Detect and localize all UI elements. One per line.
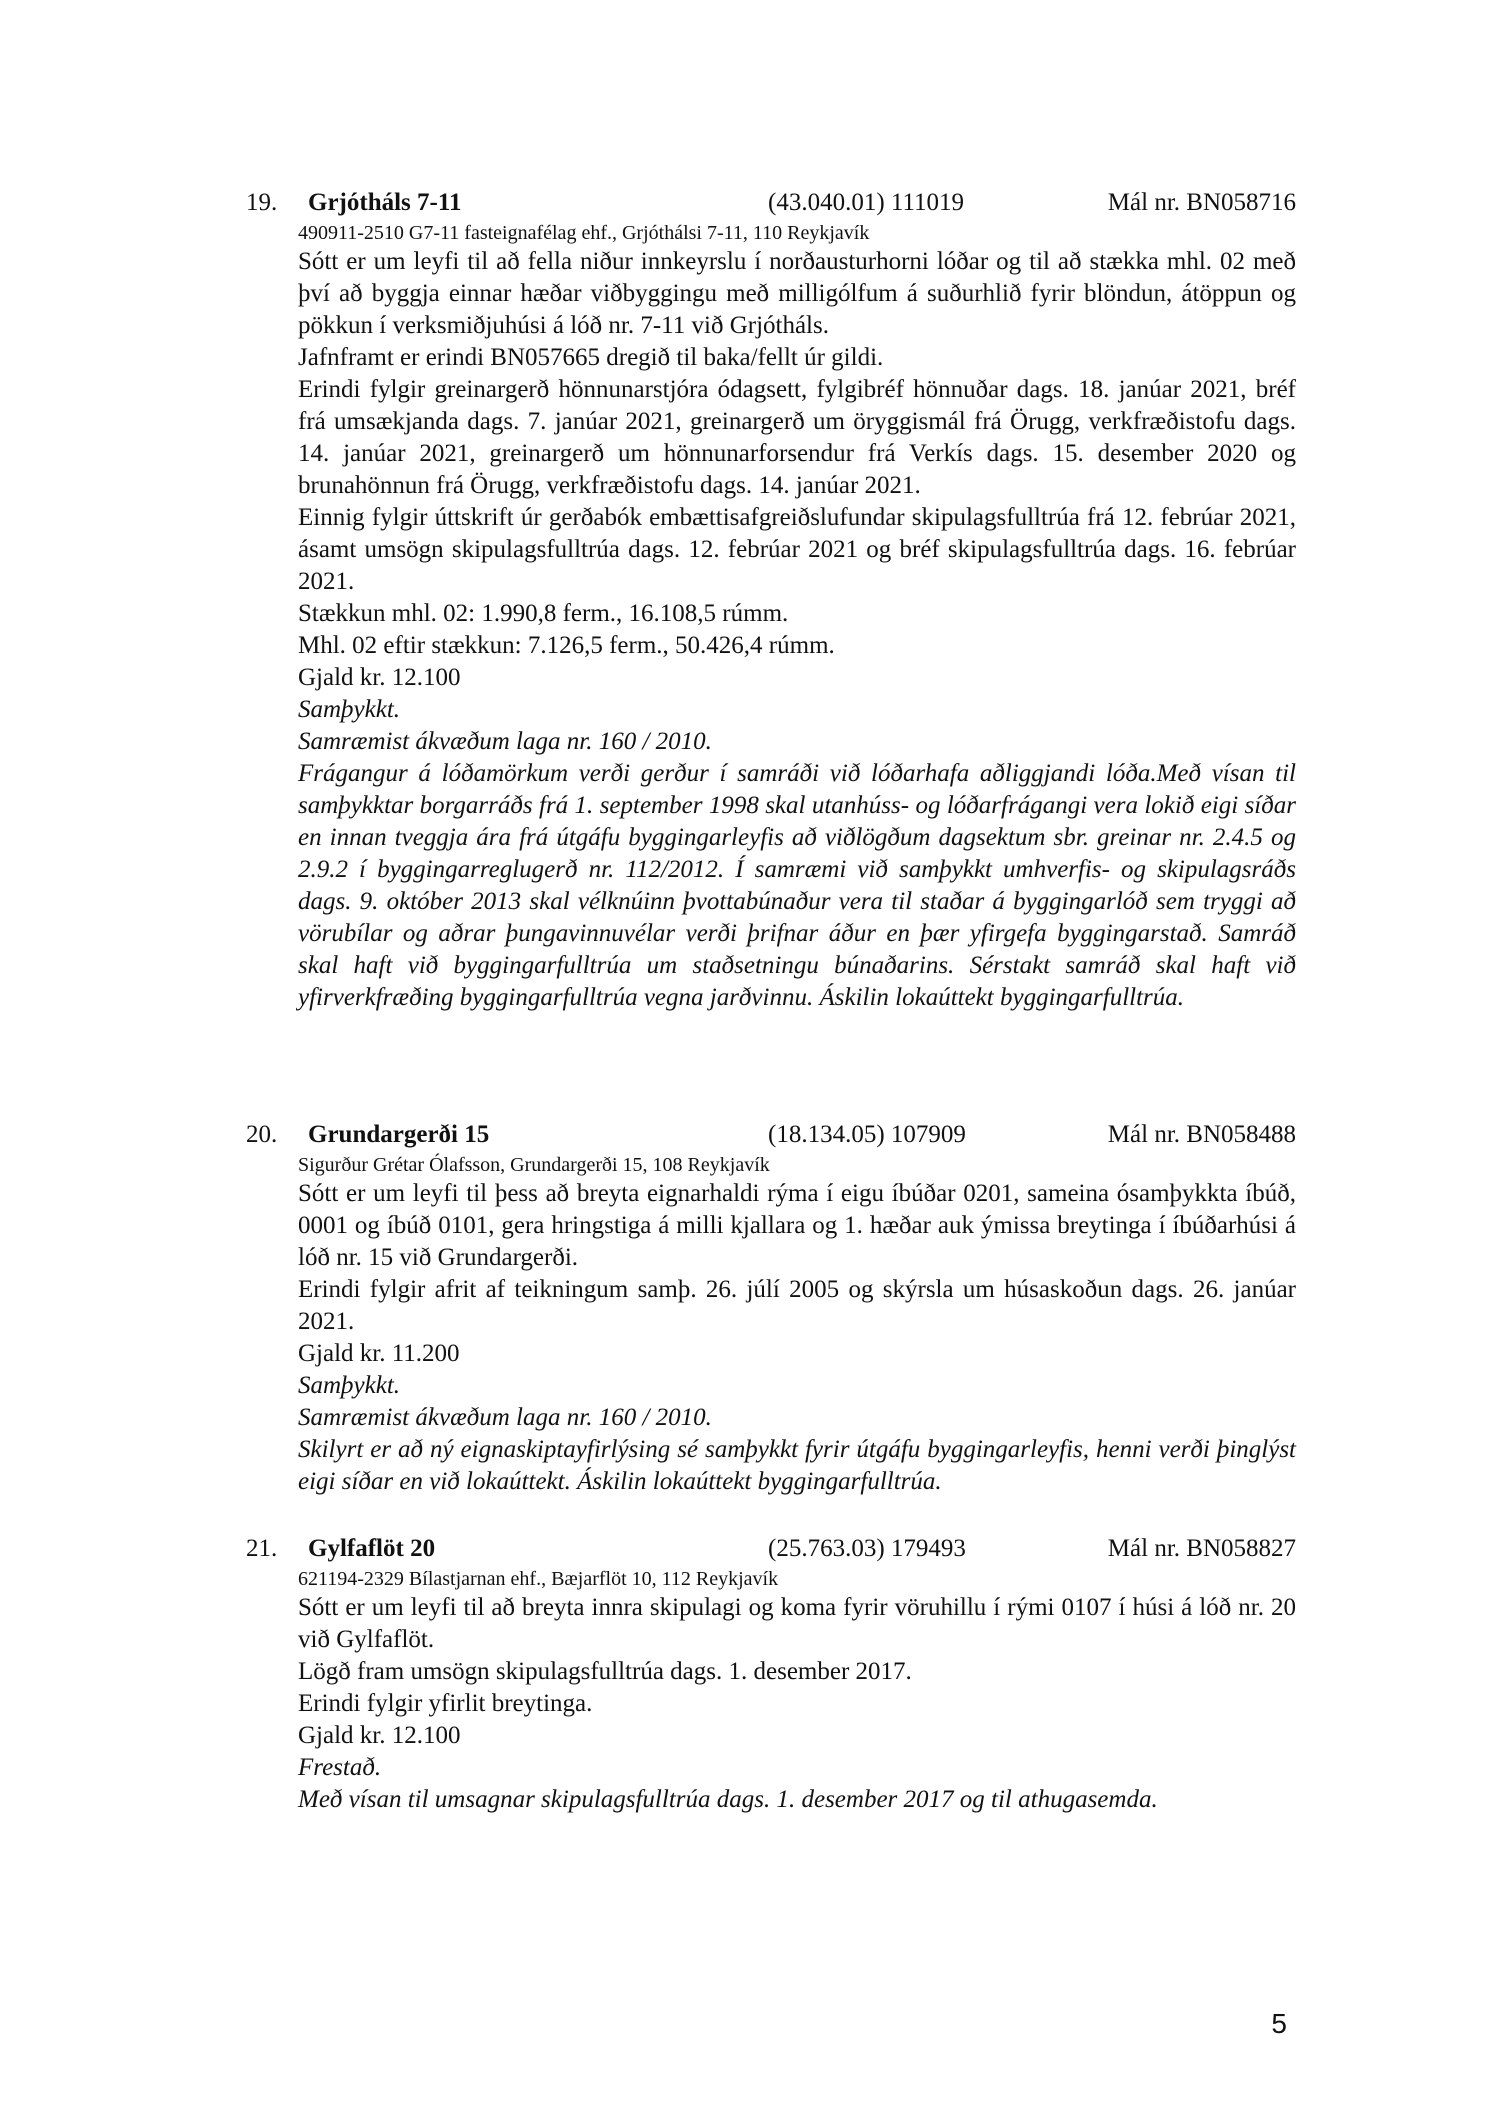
withdrawal-text: Jafnframt er erindi BN057665 dregið til baka/fellt úr gildi. bbox=[298, 344, 884, 371]
case-number: 19. bbox=[246, 189, 278, 216]
case-body bbox=[298, 246, 1296, 1014]
case-body bbox=[298, 1178, 1296, 1498]
application-text: Sótt er um leyfi til þess að breyta eignarhaldi rýma í eigu íbúðar 0201, sameina ósamþykkta íbúð, 0001 og íbúð 0101, gera hringstiga á milli kjallara og 1. hæðar auk ýmissa breytinga í íbúðarhúsi á lóð nr. 15 við Grundargerði. bbox=[298, 1180, 1296, 1271]
fee: Gjald kr. 11.200 bbox=[298, 1340, 460, 1367]
decision: Samþykkt. bbox=[298, 696, 401, 723]
case-item-20 bbox=[246, 1118, 1296, 1498]
attachments-text: Erindi fylgir afrit af teikningum samþ. 26. júlí 2005 og skýrsla um húsaskoðun dags. 26. janúar 2021. bbox=[298, 1276, 1296, 1335]
case-body bbox=[298, 1592, 1296, 1816]
case-header bbox=[246, 186, 1296, 220]
case-id: Mál nr. BN058716 bbox=[1107, 189, 1296, 216]
applicant: Sigurður Grétar Ólafsson, Grundargerði 15, 108 Reykjavík bbox=[298, 1154, 770, 1176]
review-text: Lögð fram umsögn skipulagsfulltrúa dags. 1. desember 2017. bbox=[298, 1658, 912, 1685]
conditions: Skilyrt er að ný eignaskiptayfirlýsing sé samþykkt fyrir útgáfu byggingarleyfis, henni verði þinglýst eigi síðar en við lokaúttekt. Áskilin lokaúttekt byggingarfulltrúa. bbox=[298, 1436, 1296, 1495]
conditions: Frágangur á lóðamörkum verði gerður í samráði við lóðarhafa aðliggjandi lóða.Með vísan til samþykktar borgarráðs frá 1. september 1998 skal utanhúss- og lóðarfrágangi vera lokið eigi síðar en innan tveggja ára frá útgáfu byggingarleyfis að viðlögðum dagsektum sbr. greinar nr. 2.4.5 og 2.9.2 í byggingarreglugerð nr. 112/2012. Í samræmi við samþykkt umhverfis- og skipulagsráðs dags. 9. október 2013 skal vélknúinn þvottabúnaður vera til staðar á byggingarlóð sem tryggi að vörubílar og aðrar þungavinnuvélar verði þrifnar áður en þær yfirgefa byggingarstað. Samráð skal haft við byggingarfulltrúa um staðsetningu búnaðarins. Sérstakt samráð skal haft við yfirverkfræðing byggingarfulltrúa vegna jarðvinnu. Áskilin lokaúttekt byggingarfulltrúa. bbox=[298, 760, 1296, 1011]
land-id: (43.040.01) 111019 bbox=[768, 189, 965, 216]
fee: Gjald kr. 12.100 bbox=[298, 1722, 461, 1749]
case-header bbox=[246, 1532, 1296, 1566]
case-address: Gylfaflöt 20 bbox=[308, 1535, 436, 1562]
attachments-text: Erindi fylgir greinargerð hönnunarstjóra ódagsett, fylgibréf hönnuðar dags. 18. janúar 2021, bréf frá umsækjanda dags. 7. janúar 2021, greinargerð um öryggismál frá Örugg, verkfræðistofu dags. 14. janúar 2021, greinargerð um hönnunarforsendur frá Verkís dags. 15. desember 2020 og brunahönnun frá Örugg, verkfræðistofu dags. 14. janúar 2021. bbox=[298, 376, 1296, 499]
fee: Gjald kr. 12.100 bbox=[298, 664, 461, 691]
land-id: (18.134.05) 107909 bbox=[768, 1121, 966, 1148]
case-item-21 bbox=[246, 1532, 1296, 1816]
case-number: 20. bbox=[246, 1121, 278, 1148]
page-number: 5 bbox=[1271, 2008, 1287, 2039]
attachments-text: Erindi fylgir yfirlit breytinga. bbox=[298, 1690, 593, 1717]
law-reference: Samræmist ákvæðum laga nr. 160 / 2010. bbox=[298, 728, 712, 755]
area-after-expansion: Mhl. 02 eftir stækkun: 7.126,5 ferm., 50.426,4 rúmm. bbox=[298, 632, 835, 659]
case-id: Mál nr. BN058827 bbox=[1107, 1535, 1296, 1562]
applicant: 621194-2329 Bílastjarnan ehf., Bæjarflöt 10, 112 Reykjavík bbox=[298, 1568, 779, 1590]
applicant: 490911-2510 G7-11 fasteignafélag ehf., Grjóthálsi 7-11, 110 Reykjavík bbox=[298, 222, 870, 244]
case-number: 21. bbox=[246, 1535, 278, 1562]
attachments-text-2: Einnig fylgir úttskrift úr gerðabók embættisafgreiðslufundar skipulagsfulltrúa frá 12. febrúar 2021, ásamt umsögn skipulagsfulltrúa dags. 12. febrúar 2021 og bréf skipulagsfulltrúa dags. 16. febrúar 2021. bbox=[298, 504, 1296, 595]
decision: Frestað. bbox=[298, 1754, 382, 1781]
expansion-area: Stækkun mhl. 02: 1.990,8 ferm., 16.108,5 rúmm. bbox=[298, 600, 789, 627]
case-id: Mál nr. BN058488 bbox=[1107, 1121, 1296, 1148]
conditions: Með vísan til umsagnar skipulagsfulltrúa dags. 1. desember 2017 og til athugasemda. bbox=[298, 1786, 1158, 1813]
application-text: Sótt er um leyfi til að breyta innra skipulagi og koma fyrir vöruhillu í rými 0107 í húsi á lóð nr. 20 við Gylfaflöt. bbox=[298, 1594, 1296, 1653]
case-header bbox=[246, 1118, 1296, 1152]
land-id: (25.763.03) 179493 bbox=[768, 1535, 966, 1562]
case-address: Grjótháls 7-11 bbox=[308, 189, 462, 216]
decision: Samþykkt. bbox=[298, 1372, 401, 1399]
case-address: Grundargerði 15 bbox=[308, 1121, 490, 1148]
application-text: Sótt er um leyfi til að fella niður innkeyrslu í norðausturhorni lóðar og til að stækka mhl. 02 með því að byggja einnar hæðar viðbyggingu með milligólfum á suðurhlið fyrir blöndun, átöppun og pökkun í verksmiðjuhúsi á lóð nr. 7-11 við Grjótháls. bbox=[298, 248, 1296, 339]
law-reference: Samræmist ákvæðum laga nr. 160 / 2010. bbox=[298, 1404, 712, 1431]
case-item-19 bbox=[246, 186, 1296, 1014]
